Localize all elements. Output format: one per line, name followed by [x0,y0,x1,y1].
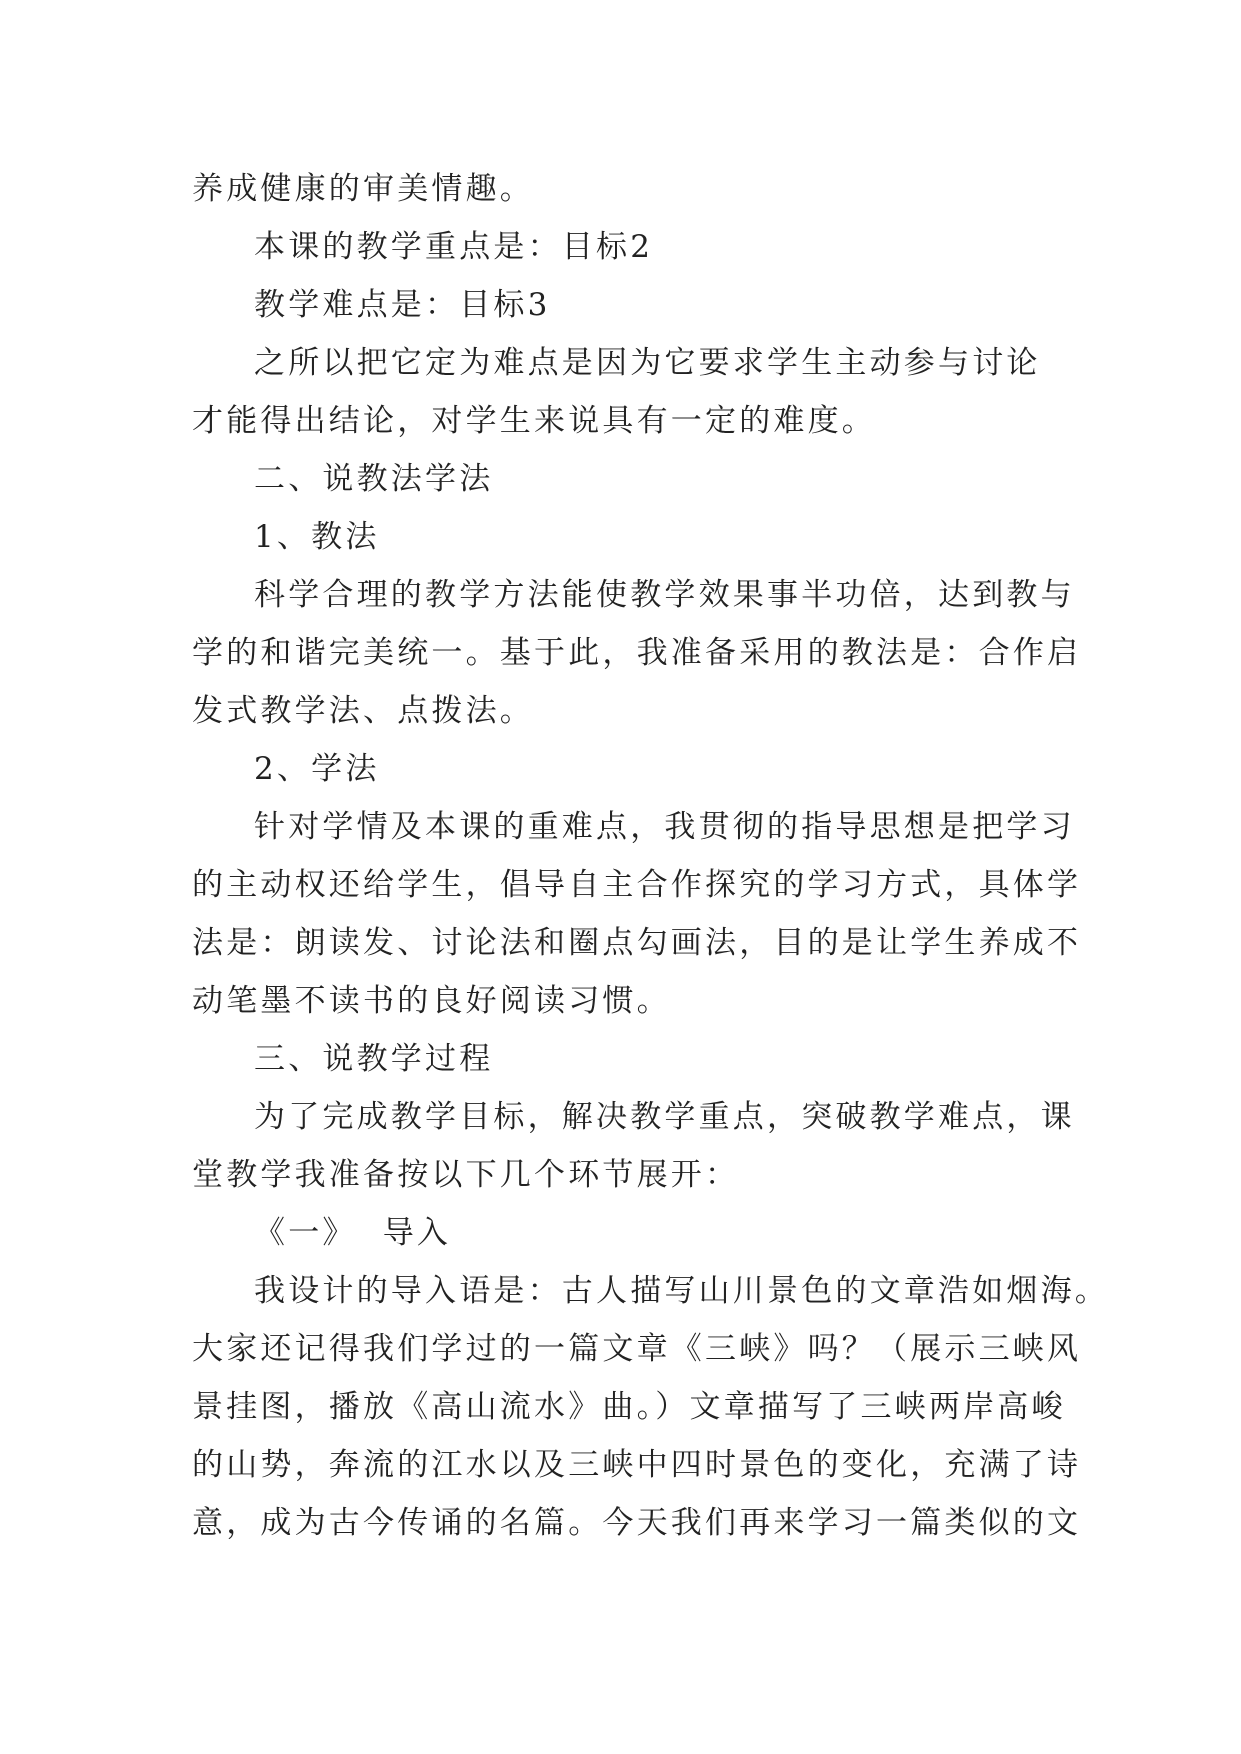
text-line: 意，成为古今传诵的名篇。今天我们再来学习一篇类似的文 [192,1505,1082,1541]
text-line: 发式教学法、点拨法。 [192,693,534,729]
text-line: 养成健康的审美情趣。 [192,171,534,207]
section-heading: 二、说教法学法 [254,461,494,497]
text-line: 学的和谐完美统一。基于此，我准备采用的教法是：合作启 [192,635,1082,671]
text-line: 堂教学我准备按以下几个环节展开： [192,1157,740,1193]
text-line: 科学合理的教学方法能使教学效果事半功倍，达到教与 [254,577,1075,613]
text-line: 景挂图，播放《高山流水》曲。）文章描写了三峡两岸高峻 [192,1389,1066,1425]
text-line: 针对学情及本课的重难点，我贯彻的指导思想是把学习 [254,809,1075,845]
text-line: 为了完成教学目标，解决教学重点，突破教学难点，课 [254,1099,1075,1135]
section-heading: 三、说教学过程 [254,1041,494,1077]
document-page [192,160,1109,1552]
subsection-heading: 《一》 导入 [254,1215,452,1251]
text-line: 的山势，奔流的江水以及三峡中四时景色的变化，充满了诗 [192,1447,1082,1483]
subsection-heading: 2、学法 [254,751,380,787]
subsection-heading: 1、教法 [254,519,380,555]
text-line: 本课的教学重点是：目标2 [254,229,654,265]
text-line: 动笔墨不读书的良好阅读习惯。 [192,983,671,1019]
text-line: 的主动权还给学生，倡导自主合作探究的学习方式，具体学 [192,867,1082,903]
text-line: 之所以把它定为难点是因为它要求学生主动参与讨论 [254,345,1041,381]
text-line: 才能得出结论，对学生来说具有一定的难度。 [192,403,876,439]
text-line: 我设计的导入语是：古人描写山川景色的文章浩如烟海。 [254,1273,1109,1309]
text-line: 法是：朗读发、讨论法和圈点勾画法，目的是让学生养成不 [192,925,1082,961]
text-line: 教学难点是：目标3 [254,287,551,323]
text-line: 大家还记得我们学过的一篇文章《三峡》吗？（展示三峡风 [192,1331,1082,1367]
